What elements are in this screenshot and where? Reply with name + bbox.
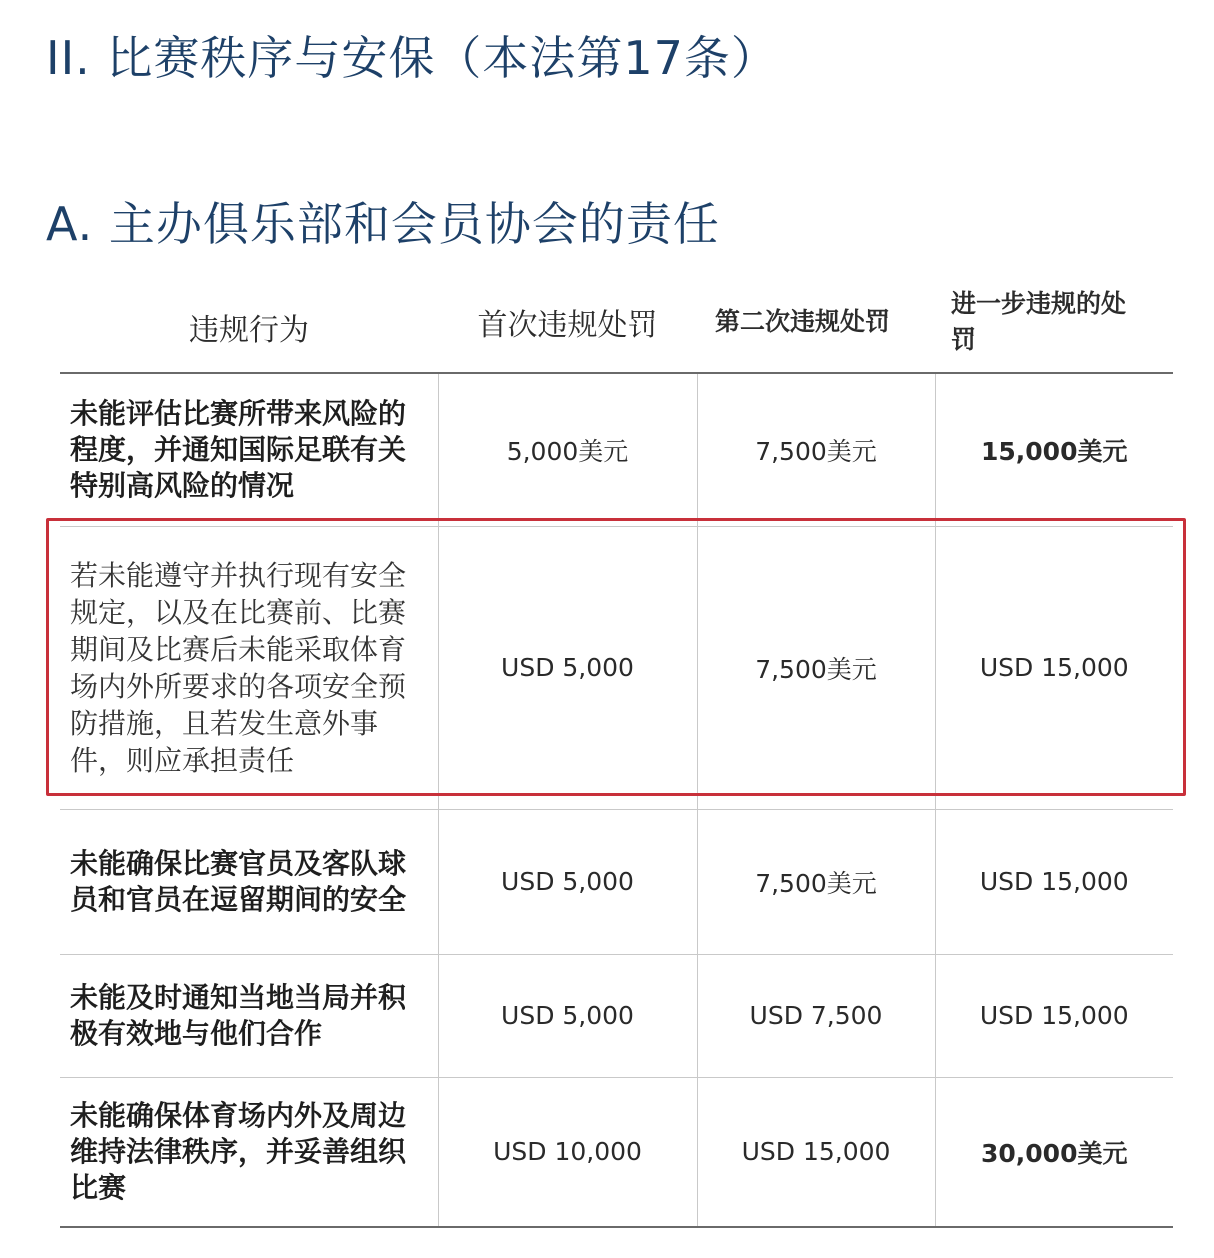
second-offense-fine: 7,500美元 [697, 526, 935, 809]
header-second-offense [697, 272, 935, 373]
header-further-offense [935, 272, 1173, 373]
further-offense-fine: USD 15,000 [935, 954, 1173, 1077]
further-offense-fine: USD 15,000 [935, 809, 1173, 954]
offense-cell: 未能确保比赛官员及客队球员和官员在逗留期间的安全 [60, 809, 438, 954]
table-row [60, 373, 1173, 526]
further-offense-fine: USD 15,000 [935, 526, 1173, 809]
section-title: II. 比赛秩序与安保（本法第17条） [46, 31, 778, 85]
further-offense-fine: 15,000美元 [935, 373, 1173, 526]
header-offense: 违规行为 [60, 272, 438, 373]
offense-cell: 未能评估比赛所带来风险的程度，并通知国际足联有关特别高风险的情况 [60, 373, 438, 526]
further-offense-fine: 30,000美元 [935, 1077, 1173, 1227]
header-first-offense: 首次违规处罚 [438, 272, 697, 373]
second-offense-fine: 7,500美元 [697, 373, 935, 526]
second-offense-fine: USD 7,500 [697, 954, 935, 1077]
highlight-box [46, 518, 1186, 796]
second-offense-fine: USD 15,000 [697, 1077, 935, 1227]
first-offense-fine: USD 5,000 [438, 809, 697, 954]
subsection-title: A. 主办俱乐部和会员协会的责任 [46, 197, 720, 251]
table-header-row [60, 272, 1173, 373]
first-offense-fine: USD 5,000 [438, 526, 697, 809]
offense-cell: 未能确保体育场内外及周边维持法律秩序，并妥善组织比赛 [60, 1077, 438, 1227]
offense-cell: 若未能遵守并执行现有安全规定，以及在比赛前、比赛期间及比赛后未能采取体育场内外所要求的各项安全预防措施，且若发生意外事件，则应承担责任 [60, 526, 438, 809]
offense-cell: 未能及时通知当地当局并积极有效地与他们合作 [60, 954, 438, 1077]
table-row [60, 809, 1173, 954]
first-offense-fine: USD 10,000 [438, 1077, 697, 1227]
header-second-offense-text: 第二次违规处罚 [715, 307, 891, 336]
first-offense-fine: 5,000美元 [438, 373, 697, 526]
second-offense-fine: 7,500美元 [697, 809, 935, 954]
first-offense-fine: USD 5,000 [438, 954, 697, 1077]
table-row [60, 954, 1173, 1077]
header-further-offense-text: 进一步违规的处罚 [951, 289, 1127, 354]
table-row [60, 1077, 1173, 1227]
